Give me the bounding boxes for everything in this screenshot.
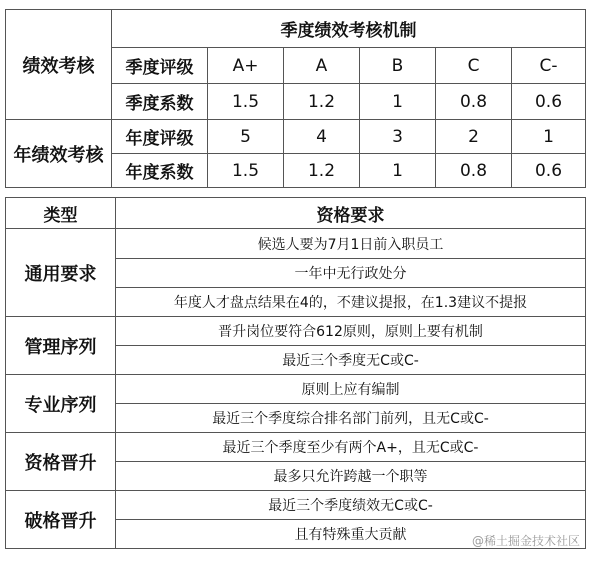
- requirement: 晋升岗位要符合612原则，原则上要有机制: [116, 317, 586, 346]
- header-type: 类型: [6, 198, 116, 229]
- requirement: 原则上应有编制: [116, 375, 586, 404]
- requirement: 年度人才盘点结果在4的，不建议提报，在1.3建议不提报: [116, 288, 586, 317]
- requirement: 最近三个季度至少有两个A+，且无C或C-: [116, 433, 586, 462]
- table-row: [6, 317, 586, 346]
- category-management: 管理序列: [6, 317, 116, 375]
- cell: 1: [360, 84, 436, 120]
- table-row: [6, 120, 586, 154]
- category-general: 通用要求: [6, 229, 116, 317]
- cell: 3: [360, 120, 436, 154]
- cell: A+: [208, 48, 284, 84]
- cell: A: [284, 48, 360, 84]
- table-row: [6, 229, 586, 259]
- requirement: 最近三个季度无C或C-: [116, 346, 586, 375]
- cell: 1.5: [208, 154, 284, 188]
- group-label-year: 年绩效考核: [6, 120, 112, 188]
- requirements-table: [5, 197, 586, 549]
- cell: 1: [360, 154, 436, 188]
- table-row: [6, 375, 586, 404]
- cell: 0.8: [436, 154, 512, 188]
- requirement: 且有特殊重大贡献: [116, 520, 586, 549]
- cell: 1.2: [284, 84, 360, 120]
- group-label-quarter: 绩效考核: [6, 10, 112, 120]
- row-label: 年度系数: [112, 154, 208, 188]
- requirement: 最近三个季度综合排名部门前列，且无C或C-: [116, 404, 586, 433]
- requirement: 一年中无行政处分: [116, 259, 586, 288]
- row-label: 季度评级: [112, 48, 208, 84]
- performance-table: [5, 9, 586, 188]
- cell: 0.6: [512, 154, 586, 188]
- table-header-row: [6, 198, 586, 229]
- cell: 5: [208, 120, 284, 154]
- table-title: 季度绩效考核机制: [112, 10, 586, 48]
- cell: 1: [512, 120, 586, 154]
- cell: C-: [512, 48, 586, 84]
- cell: 1.5: [208, 84, 284, 120]
- category-qualification: 资格晋升: [6, 433, 116, 491]
- cell: B: [360, 48, 436, 84]
- requirement: 最多只允许跨越一个职等: [116, 462, 586, 491]
- table-row: [6, 491, 586, 520]
- table-row: [6, 433, 586, 462]
- cell: 0.8: [436, 84, 512, 120]
- category-professional: 专业序列: [6, 375, 116, 433]
- header-requirements: 资格要求: [116, 198, 586, 229]
- category-exceptional: 破格晋升: [6, 491, 116, 549]
- watermark: @稀土掘金技术社区: [471, 534, 580, 548]
- cell: 2: [436, 120, 512, 154]
- cell: 4: [284, 120, 360, 154]
- requirement: 候选人要为7月1日前入职员工: [116, 229, 586, 259]
- requirement: 最近三个季度绩效无C或C-: [116, 491, 586, 520]
- cell: 0.6: [512, 84, 586, 120]
- row-label: 年度评级: [112, 120, 208, 154]
- row-label: 季度系数: [112, 84, 208, 120]
- cell: 1.2: [284, 154, 360, 188]
- cell: C: [436, 48, 512, 84]
